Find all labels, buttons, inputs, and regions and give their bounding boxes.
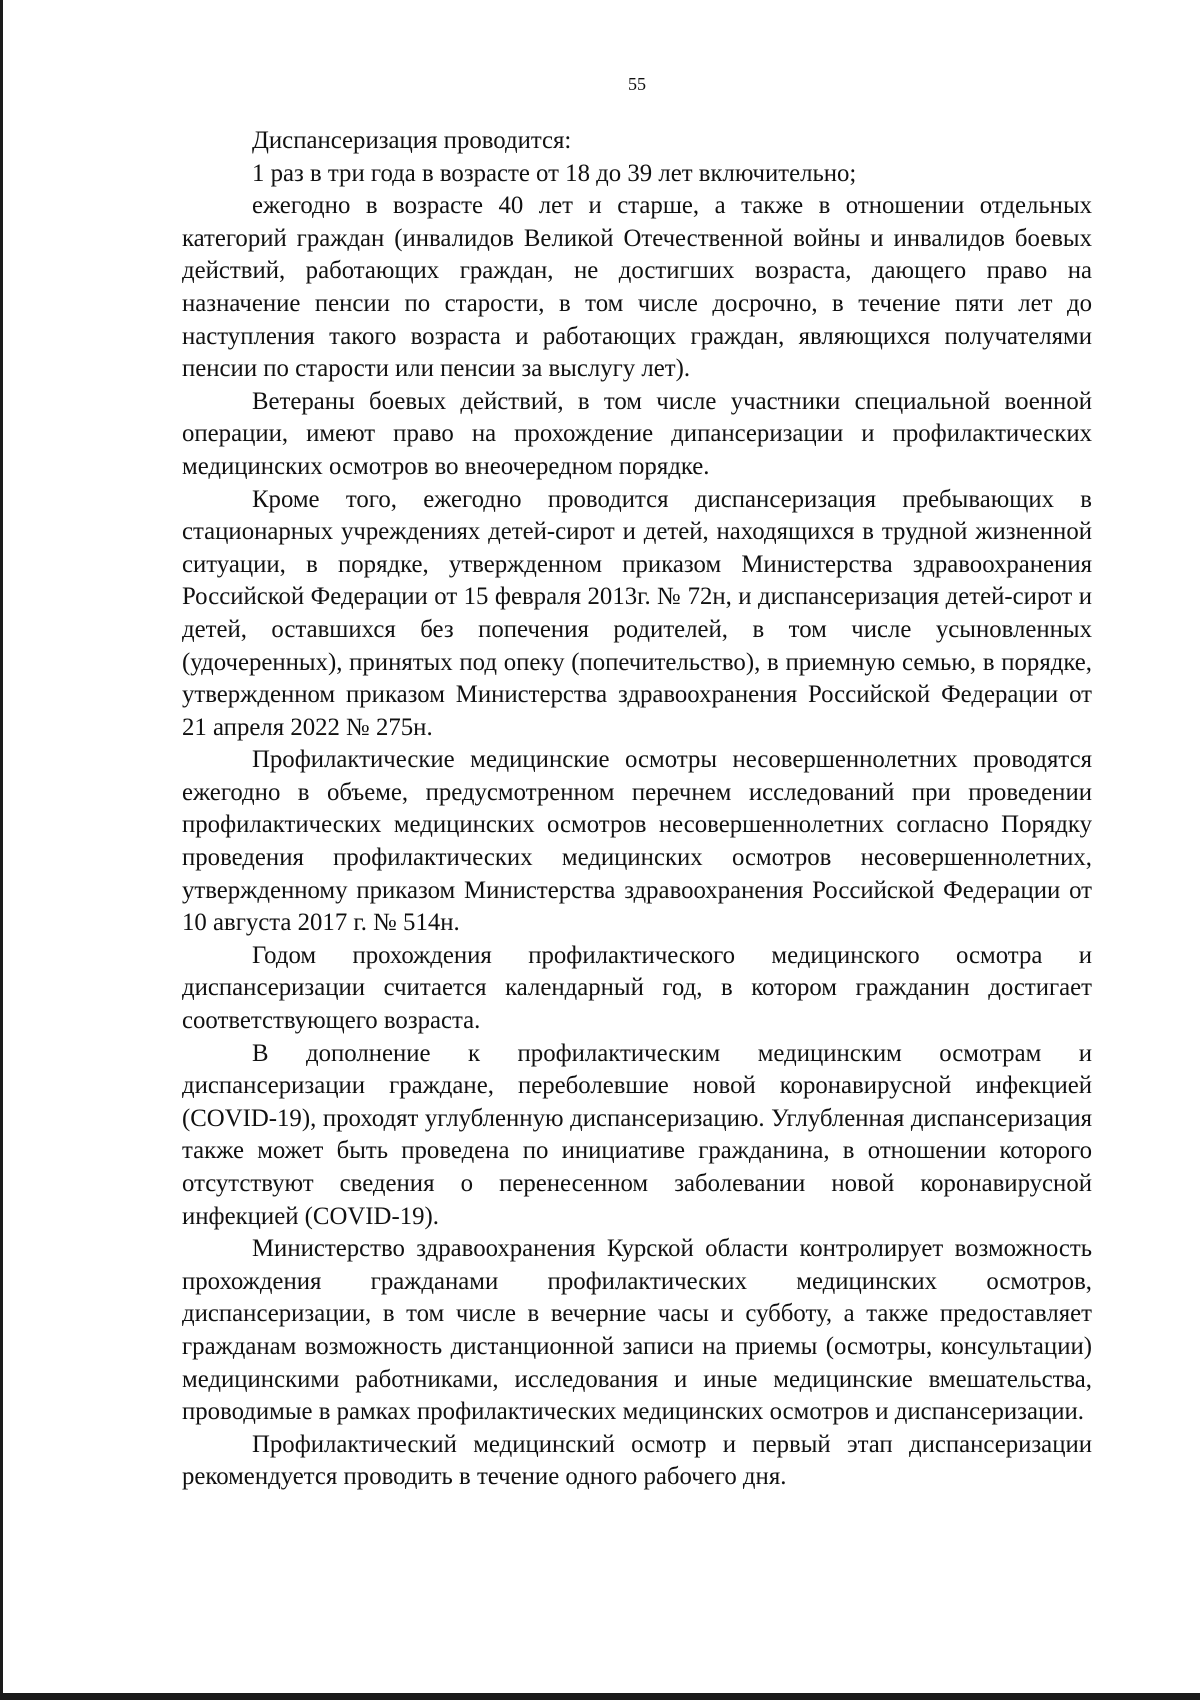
scan-bottom-edge	[0, 1693, 1200, 1700]
paragraph-annual-over-40: ежегодно в возрасте 40 лет и старше, а также в отношении отдельных категорий граждан (инвалидов Великой Отечественной войны и инвалидов боевых действий, работающих граждан, не достигших возраста, дающего право на назначение пенсии по старости, в том числе досрочно, в течение пяти лет до наступления такого возраста и работающих граждан, являющихся получателями пенсии по старости или пенсии за выслугу лет).	[182, 192, 1092, 383]
paragraph-covid: В дополнение к профилактическим медицинским осмотрам и диспансеризации граждане, переболевшие новой коронавирусной инфекцией (COVID-19), проходят углубленную диспансеризацию. Углубленная диспансеризация также может быть проведена по инициативе гражданина, в отношении которого отсутствуют сведения о перенесенном заболевании новой коронавирусной инфекцией (COVID-19).	[182, 1039, 1092, 1230]
scan-left-edge	[0, 0, 3, 1700]
paragraph-ministry-control: Министерство здравоохранения Курской области контролирует возможность прохождения гражданами профилактических медицинских осмотров, диспансеризации, в том числе в вечерние часы и субботу, а также предоставляет гражданам возможность дистанционной записи на приемы (осмотры, консультации) медицинскими работниками, исследования и иные медицинские вмешательства, проводимые в рамках профилактических медицинских осмотров и диспансеризации.	[182, 1235, 1092, 1426]
paragraph-dispensary-intro: Диспансеризация проводится:	[252, 127, 572, 154]
paragraph-minors-checkups: Профилактические медицинские осмотры несовершеннолетних проводятся ежегодно в объеме, предусмотренном перечнем исследований при проведении профилактических медицинских осмотров несовершеннолетних согласно Порядку проведения профилактических медицинских осмотров несовершеннолетних, утвержденному приказом Министерства здравоохранения Российской Федерации от 10 августа 2017 г. № 514н.	[182, 746, 1092, 937]
paragraph-one-day: Профилактический медицинский осмотр и первый этап диспансеризации рекомендуется проводить в течение одного рабочего дня.	[182, 1430, 1092, 1491]
paragraph-calendar-year: Годом прохождения профилактического медицинского осмотра и диспансеризации считается календарный год, в котором гражданин достигает соответствующего возраста.	[182, 941, 1092, 1035]
page-number: 55	[628, 74, 646, 94]
paragraph-veterans: Ветераны боевых действий, в том числе участники специальной военной операции, имеют право на прохождение дипансеризации и профилактических медицинских осмотров во внеочередном порядке.	[182, 387, 1092, 480]
paragraph-orphans: Кроме того, ежегодно проводится диспансеризация пребывающих в стационарных учреждениях детей-сирот и детей, находящихся в трудной жизненной ситуации, в порядке, утвержденном приказом Министерства здравоохранения Российской Федерации от 15 февраля 2013г. № 72н, и диспансеризация детей-сирот и детей, оставшихся без попечения родителей, в том числе усыновленных (удочеренных), принятых под опеку (попечительство), в приемную семью, в порядке, утвержденном приказом Министерства здравоохранения Российской Федерации от 21 апреля 2022 № 275н.	[182, 485, 1092, 741]
document-body	[182, 125, 1092, 1494]
paragraph-every-three-years: 1 раз в три года в возрасте от 18 до 39 лет включительно;	[252, 159, 857, 187]
